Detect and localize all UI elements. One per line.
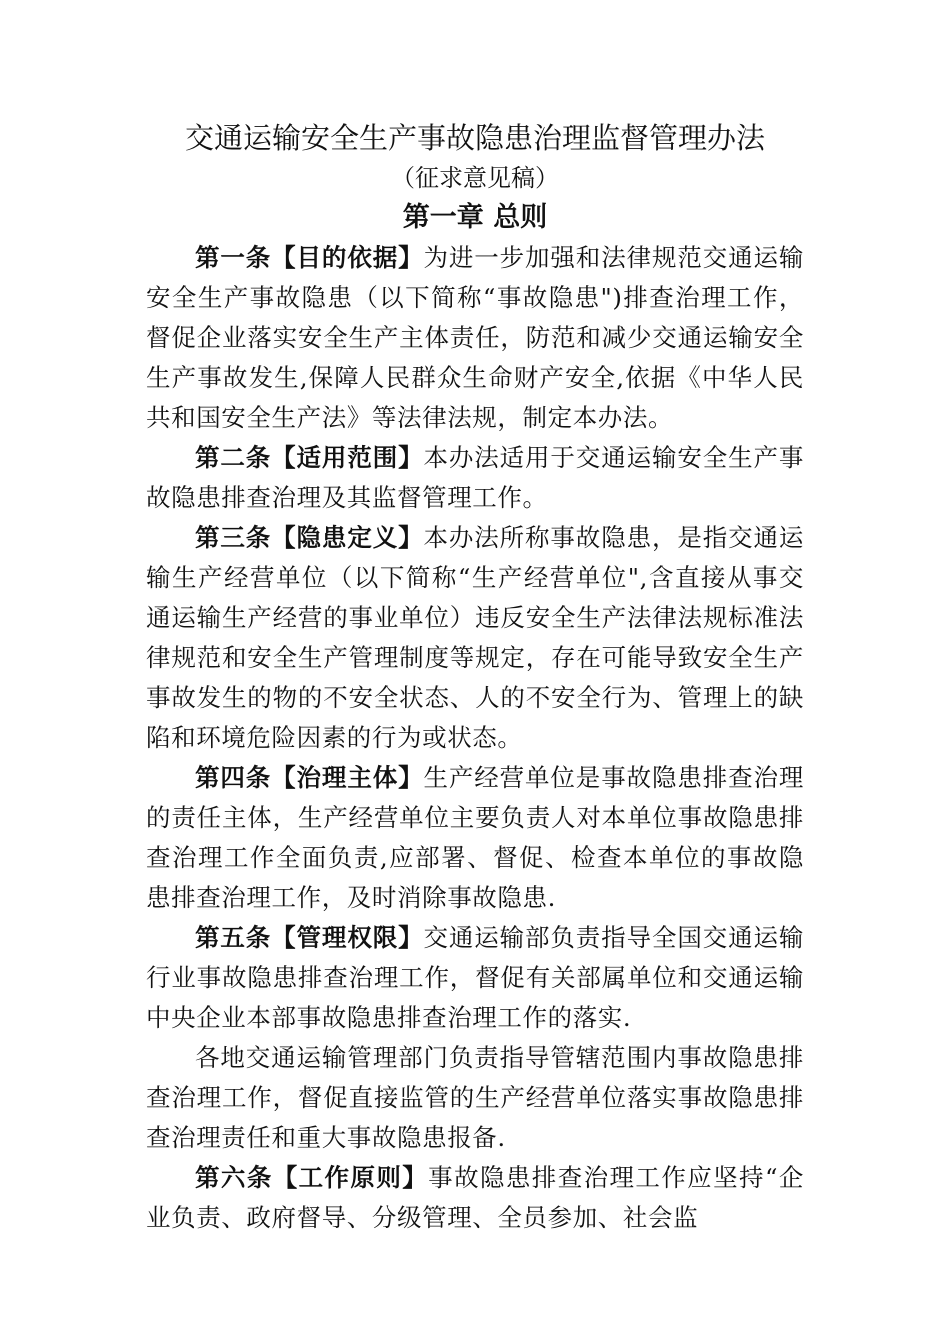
article-heading: 第六条【工作原则】 [195, 1163, 429, 1192]
article-text: 本办法适用于交通运输安全生产事故隐患排查治理及其监督管理工作。 [146, 443, 804, 512]
document-subtitle: （征求意见稿） [391, 164, 559, 192]
article-text: 事故隐患排查治理工作应坚持“企业负责、政府督导、分级管理、全员参加、社会监 [146, 1163, 804, 1232]
article-4 [146, 758, 804, 918]
article-text: 本办法所称事故隐患，是指交通运输生产经营单位（以下简称“生产经营单位",含直接从事交通运输生产经营的事业单位）违反安全生产法律法规标准法律规范和安全生产管理制度等规定，存在可能导致安全生产事故发生的物的不安全状态、人的不安全行为、管理上的缺陷和环境危险因素的行为或状态。 [146, 523, 804, 752]
article-heading: 第三条【隐患定义】 [195, 523, 424, 552]
article-text: 为进一步加强和法律规范交通运输安全生产事故隐患（以下简称“事故隐患")排查治理工作，督促企业落实安全生产主体责任，防范和减少交通运输安全生产事故发生,保障人民群众生命财产安全,依据《中华人民共和国安全生产法》等法律法规，制定本办法。 [146, 243, 804, 432]
article-5 [146, 918, 804, 1038]
article-text: 交通运输部负责指导全国交通运输行业事故隐患排查治理工作，督促有关部属单位和交通运输中央企业本部事故隐患排查治理工作的落实. [146, 923, 804, 1032]
document-title: 交通运输安全生产事故隐患治理监督管理办法 [184, 121, 765, 155]
article-1 [146, 238, 804, 438]
document-body [146, 238, 804, 1238]
chapter-heading: 第一章 总则 [402, 202, 548, 233]
article-heading: 第一条【目的依据】 [195, 243, 424, 272]
article-3 [146, 518, 804, 758]
article-5-paragraph-2 [146, 1038, 804, 1158]
article-2 [146, 438, 804, 518]
article-text: 生产经营单位是事故隐患排查治理的责任主体，生产经营单位主要负责人对本单位事故隐患排查治理工作全面负责,应部署、督促、检查本单位的事故隐患排查治理工作，及时消除事故隐患. [146, 763, 804, 912]
article-text: 各地交通运输管理部门负责指导管辖范围内事故隐患排查治理工作，督促直接监管的生产经营单位落实事故隐患排查治理责任和重大事故隐患报备. [146, 1043, 804, 1152]
article-heading: 第五条【管理权限】 [195, 923, 424, 952]
article-heading: 第四条【治理主体】 [195, 763, 424, 792]
article-heading: 第二条【适用范围】 [195, 443, 424, 472]
article-6 [146, 1158, 804, 1238]
